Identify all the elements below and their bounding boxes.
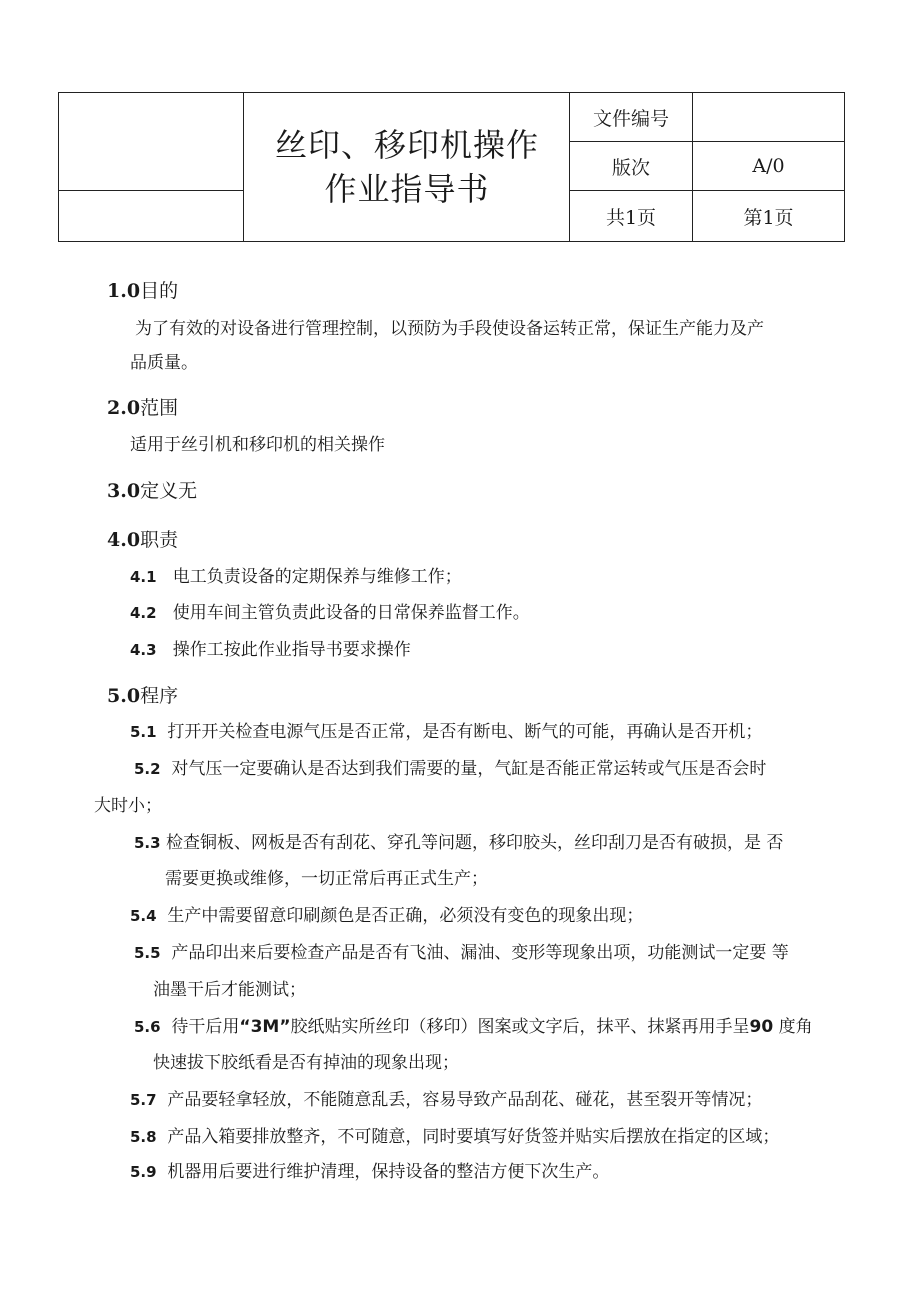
section-number: 5.0 [107,685,141,707]
item-text: 产品入箱要排放整齐，不可随意，同时要填写好货签并贴实后摆放在指定的区域； [167,1127,780,1147]
close-quote: ” [279,1017,291,1037]
procedure-item-5-6 [134,1016,813,1038]
scope-text: 适用于丝引机和移印机的相关操作 [130,435,385,455]
item-number: 4.3 [130,641,157,659]
item-number: 4.1 [130,568,157,586]
section-number: 1.0 [107,280,141,302]
item-text: 检查铜板、网板是否有刮花、穿孔等问题，移印胶头，丝印刮刀是否有破损，是 否 [165,833,784,853]
item-text: 使用车间主管负责此设备的日常保养监督工作。 [172,603,530,623]
item-number: 5.9 [130,1163,157,1181]
header-left-hline [59,190,243,191]
item-number: 5.2 [134,760,161,778]
item-number: 5.4 [130,907,157,925]
doc-no-label: 文件编号 [592,107,669,130]
item-text: 产品印出来后要检查产品是否有飞油、漏油、变形等现象出项，功能测试一定要 等 [171,943,789,963]
item-number: 4.2 [130,604,157,622]
purpose-text-line2: 品质量。 [130,353,198,373]
section-number: 3.0 [107,480,141,502]
total-pages: 共1页 [605,206,657,229]
item-text: 打开开关检查电源气压是否正常，是否有断电、断气的可能，再确认是否开机； [167,722,763,742]
item-text: 生产中需要留意印刷颜色是否正确，必须没有变色的现象出现； [167,906,644,926]
procedure-item-5-8 [130,1126,779,1148]
section-heading-responsibility [107,529,178,551]
procedure-item-5-2 [134,758,766,780]
item-text: 对气压一定要确认是否达到我们需要的量，气缸是否能正常运转或气压是否会时 [171,759,767,779]
section-heading-definition [107,480,197,502]
section-heading-purpose [107,280,178,302]
version-value: A/0 [752,155,785,177]
item-text: 电工负责设备的定期保养与维修工作； [172,567,462,587]
responsibility-item [130,639,411,661]
item-text-mid: 胶纸贴实所丝印（移印）图案或文字后，抹平、抹紧再用手呈 [290,1017,750,1037]
version-label: 版次 [611,156,650,179]
procedure-item-5-6-cont: 快速拔下胶纸看是否有掉油的现象出现； [153,1053,459,1073]
purpose-text-line1: 为了有效的对设备进行管理控制，以预防为手段使设备运转正常，保证生产能力及产 [135,319,764,339]
procedure-item-5-3-cont: 需要更换或维修，一切正常后再正式生产； [165,869,488,889]
open-quote: “ [239,1017,251,1037]
doc-no-value [693,93,844,141]
header-vline-1 [243,93,244,241]
item-number: 5.7 [130,1091,157,1109]
section-number: 2.0 [107,397,141,419]
section-heading-procedure [107,685,178,707]
section-title: 目的 [140,280,179,302]
item-text-pre: 待干后用 [171,1017,240,1037]
procedure-item-5-5 [134,942,789,964]
section-title: 范围 [140,397,179,419]
section-title: 程序 [140,685,179,707]
item-text: 操作工按此作业指导书要求操作 [172,640,411,660]
item-number: 5.1 [130,723,157,741]
item-text-post: 度角 [773,1017,813,1037]
section-title: 职责 [140,529,179,551]
page-number: 第1页 [743,206,794,229]
section-title: 定义无 [140,480,198,502]
document-title [245,93,569,241]
procedure-item-5-7 [130,1089,762,1111]
procedure-item-5-2-cont: 大时小； [94,796,162,816]
title-line-1: 丝印、移印机操作 [274,126,539,164]
item-number: 5.5 [134,944,161,962]
item-text: 产品要轻拿轻放，不能随意乱丢，容易导致产品刮花、碰花，甚至裂开等情况； [167,1090,763,1110]
procedure-item-5-9 [130,1161,609,1183]
title-line-2: 作业指导书 [324,170,490,208]
responsibility-item [130,566,462,588]
brand-3m: 3M [250,1017,280,1037]
degree-value: 90 [749,1017,774,1037]
item-number: 5.8 [130,1128,157,1146]
header-table [58,92,845,242]
procedure-item-5-3 [134,832,783,854]
item-number: 5.6 [134,1018,161,1036]
procedure-item-5-5-cont: 油墨干后才能测试； [153,980,306,1000]
responsibility-item [130,602,530,624]
section-number: 4.0 [107,529,141,551]
item-number: 5.3 [134,834,161,852]
procedure-item-5-1 [130,721,762,743]
section-heading-scope [107,397,178,419]
item-text: 机器用后要进行维护清理，保持设备的整洁方便下次生产。 [167,1162,610,1182]
procedure-item-5-4 [130,905,643,927]
